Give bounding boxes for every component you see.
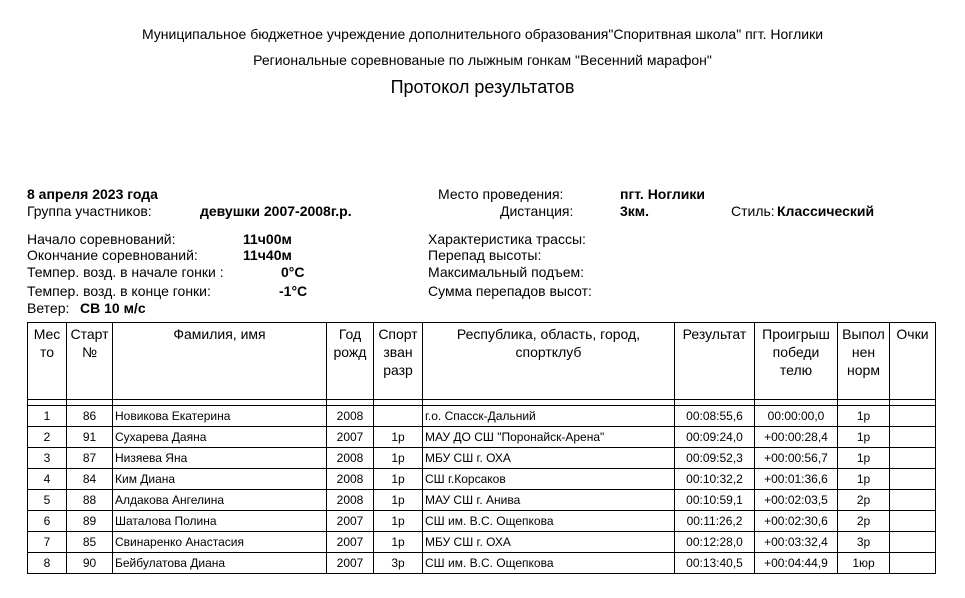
- place-cell: 4: [28, 469, 67, 490]
- col-birth-year-header: Год рожд: [327, 323, 374, 400]
- birth-year-cell: 2007: [327, 553, 374, 574]
- result-cell: 00:10:59,1: [675, 490, 755, 511]
- points-cell: [890, 469, 936, 490]
- place-cell: 3: [28, 448, 67, 469]
- norm-cell: 3р: [838, 532, 890, 553]
- place-cell: 7: [28, 532, 67, 553]
- col-place-header: Мес то: [28, 323, 67, 400]
- name-cell: Алдакова Ангелина: [113, 490, 327, 511]
- place-cell: 2: [28, 427, 67, 448]
- club-cell: МБУ СШ г. ОХА: [423, 532, 675, 553]
- temp-start-label: Темпер. возд. в начале гонки :: [27, 264, 224, 280]
- place-cell: 6: [28, 511, 67, 532]
- wind-value: СВ 10 м/с: [80, 300, 146, 316]
- norm-cell: 1р: [838, 448, 890, 469]
- name-cell: Новикова Екатерина: [113, 406, 327, 427]
- max-climb-label: Максимальный подъем:: [428, 264, 585, 280]
- name-cell: Сухарева Даяна: [113, 427, 327, 448]
- start-number-cell: 84: [67, 469, 113, 490]
- norm-cell: 1р: [838, 427, 890, 448]
- start-number-cell: 85: [67, 532, 113, 553]
- start-number-cell: 86: [67, 406, 113, 427]
- place-value: пгт. Ноглики: [620, 186, 705, 202]
- col-club-header: Республика, область, город, спортклуб: [423, 323, 675, 400]
- table-header-row: [28, 323, 936, 400]
- gap-cell: +00:02:30,6: [755, 511, 838, 532]
- result-cell: 00:09:52,3: [675, 448, 755, 469]
- table-row: [28, 448, 936, 469]
- table-row: [28, 490, 936, 511]
- birth-year-cell: 2008: [327, 448, 374, 469]
- name-cell: Свинаренко Анастасия: [113, 532, 327, 553]
- norm-cell: 1р: [838, 406, 890, 427]
- result-cell: 00:08:55,6: [675, 406, 755, 427]
- norm-cell: 1р: [838, 469, 890, 490]
- points-cell: [890, 532, 936, 553]
- col-norm-header: Выпол нен норм: [838, 323, 890, 400]
- result-cell: 00:11:26,2: [675, 511, 755, 532]
- start-number-cell: 89: [67, 511, 113, 532]
- club-cell: СШ им. В.С. Ощепкова: [423, 553, 675, 574]
- place-cell: 1: [28, 406, 67, 427]
- gap-cell: +00:00:28,4: [755, 427, 838, 448]
- start-number-cell: 90: [67, 553, 113, 574]
- result-cell: 00:10:32,2: [675, 469, 755, 490]
- gap-cell: +00:00:56,7: [755, 448, 838, 469]
- protocol-title: Протокол результатов: [390, 77, 575, 97]
- col-rank-header: Спорт зван разр: [374, 323, 423, 400]
- style-label: Стиль:: [731, 203, 775, 219]
- name-cell: Бейбулатова Диана: [113, 553, 327, 574]
- temp-start-value: 0°С: [281, 264, 305, 280]
- table-row: [28, 406, 936, 427]
- points-cell: [890, 511, 936, 532]
- end-time-label: Окончание соревнований:: [27, 247, 198, 263]
- col-name-header: Фамилия, имя: [113, 323, 327, 400]
- name-cell: Ким Диана: [113, 469, 327, 490]
- club-cell: МАУ ДО СШ "Поронайск-Арена": [423, 427, 675, 448]
- competition-title: Региональные соревнованые по лыжным гонкам "Весенний марафон": [253, 52, 712, 68]
- distance-label: Дистанция:: [500, 203, 574, 219]
- col-points-header: Очки: [890, 323, 936, 400]
- points-cell: [890, 406, 936, 427]
- birth-year-cell: 2008: [327, 490, 374, 511]
- rank-cell: 1р: [374, 532, 423, 553]
- birth-year-cell: 2008: [327, 469, 374, 490]
- track-label: Характеристика трассы:: [428, 231, 586, 247]
- results-table: [27, 322, 936, 574]
- start-time-label: Начало соревнований:: [27, 231, 176, 247]
- gap-cell: +00:03:32,4: [755, 532, 838, 553]
- rank-cell: 1р: [374, 490, 423, 511]
- table-row: [28, 511, 936, 532]
- rank-cell: 1р: [374, 448, 423, 469]
- rank-cell: 1р: [374, 469, 423, 490]
- organization-title: Муниципальное бюджетное учреждение дополнительного образования"Споритвная школа" пгт. Ноглики: [141, 26, 824, 42]
- birth-year-cell: 2008: [327, 406, 374, 427]
- norm-cell: 2р: [838, 490, 890, 511]
- height-drop-label: Перепад высоты:: [428, 247, 542, 263]
- gap-cell: +00:02:03,5: [755, 490, 838, 511]
- place-cell: 8: [28, 553, 67, 574]
- birth-year-cell: 2007: [327, 532, 374, 553]
- club-cell: СШ им. В.С. Ощепкова: [423, 511, 675, 532]
- col-start-number-header: Старт №: [67, 323, 113, 400]
- result-cell: 00:09:24,0: [675, 427, 755, 448]
- rank-cell: 1р: [374, 511, 423, 532]
- style-value: Классический: [777, 203, 875, 219]
- norm-cell: 1юр: [838, 553, 890, 574]
- start-time-value: 11ч00м: [243, 231, 292, 247]
- rank-cell: [374, 406, 423, 427]
- distance-value: 3км.: [620, 203, 650, 219]
- points-cell: [890, 490, 936, 511]
- points-cell: [890, 427, 936, 448]
- start-number-cell: 88: [67, 490, 113, 511]
- event-date: 8 апреля 2023 года: [27, 186, 158, 202]
- name-cell: Низяева Яна: [113, 448, 327, 469]
- end-time-value: 11ч40м: [243, 247, 292, 263]
- table-row: [28, 469, 936, 490]
- table-row: [28, 532, 936, 553]
- points-cell: [890, 448, 936, 469]
- name-cell: Шаталова Полина: [113, 511, 327, 532]
- total-drop-label: Сумма перепадов высот:: [428, 283, 592, 299]
- rank-cell: 3р: [374, 553, 423, 574]
- table-row: [28, 427, 936, 448]
- col-gap-header: Проигрыш победи телю: [755, 323, 838, 400]
- norm-cell: 2р: [838, 511, 890, 532]
- result-cell: 00:13:40,5: [675, 553, 755, 574]
- birth-year-cell: 2007: [327, 511, 374, 532]
- club-cell: МБУ СШ г. ОХА: [423, 448, 675, 469]
- temp-end-value: -1°С: [279, 283, 308, 299]
- col-result-header: Результат: [675, 323, 755, 400]
- club-cell: г.о. Спасск-Дальний: [423, 406, 675, 427]
- rank-cell: 1р: [374, 427, 423, 448]
- gap-cell: +00:01:36,6: [755, 469, 838, 490]
- birth-year-cell: 2007: [327, 427, 374, 448]
- result-cell: 00:12:28,0: [675, 532, 755, 553]
- club-cell: СШ г.Корсаков: [423, 469, 675, 490]
- group-value: девушки 2007-2008г.р.: [200, 203, 352, 219]
- place-label: Место проведения:: [438, 186, 564, 202]
- wind-label: Ветер:: [27, 300, 70, 316]
- gap-cell: +00:04:44,9: [755, 553, 838, 574]
- table-row: [28, 553, 936, 574]
- group-label: Группа участников:: [27, 203, 152, 219]
- place-cell: 5: [28, 490, 67, 511]
- temp-end-label: Темпер. возд. в конце гонки:: [27, 283, 211, 299]
- points-cell: [890, 553, 936, 574]
- club-cell: МАУ СШ г. Анива: [423, 490, 675, 511]
- gap-cell: 00:00:00,0: [755, 406, 838, 427]
- start-number-cell: 87: [67, 448, 113, 469]
- start-number-cell: 91: [67, 427, 113, 448]
